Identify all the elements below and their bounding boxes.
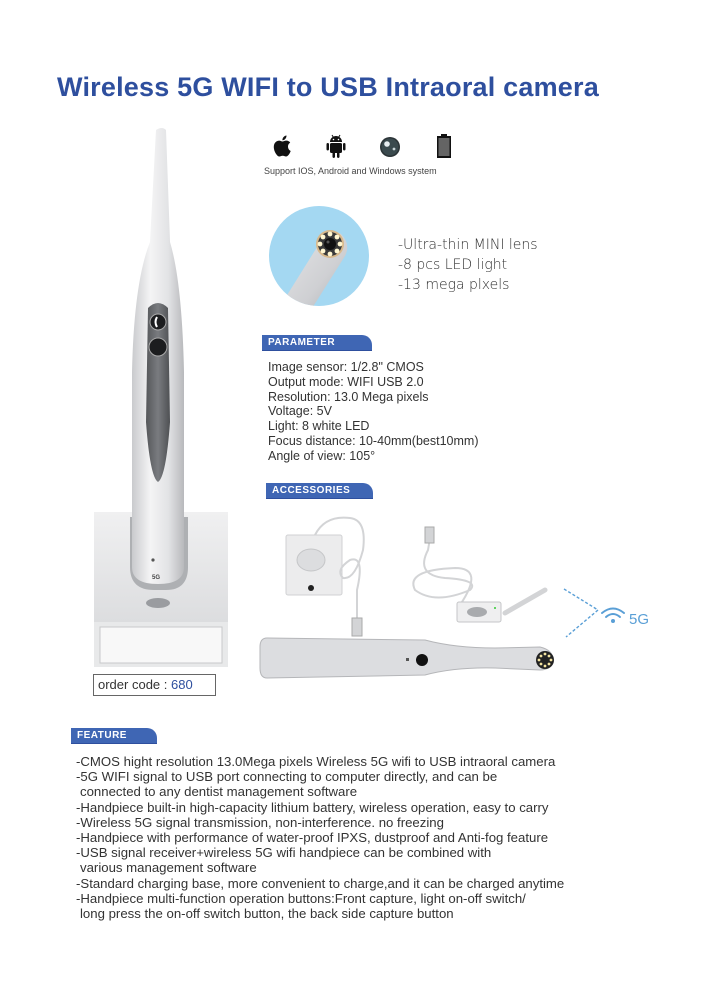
feature-item: -USB signal receiver+wireless 5G wifi handpiece can be combined with (76, 845, 492, 861)
accessories-header: ACCESSORIES (266, 483, 373, 499)
feature-item: -Standard charging base, more convenient to charge,and it can be charged anytime (76, 875, 565, 891)
feature-item: -Handpiece built-in high-capacity lithium battery, wireless operation, easy to carry (76, 799, 549, 815)
feature-item-continuation: long press the on-off switch button, the back side capture button (80, 906, 454, 922)
lens-feature-list (398, 235, 538, 295)
device-5g-label: 5G (152, 575, 161, 581)
parameter-item: Angle of view: 105° (268, 448, 376, 463)
feature-header: FEATURE (71, 728, 157, 744)
wifi-5g-callout (560, 585, 670, 655)
lens-feature-item: -8 pcs LED light (398, 257, 508, 273)
windows-icon (378, 133, 402, 159)
order-code-value: 680 (171, 677, 193, 692)
page-title: Wireless 5G WIFI to USB Intraoral camera (57, 72, 599, 102)
feature-item: -Handpiece multi-function operation buttons:Front capture, light on-off switch/ (76, 890, 526, 906)
parameter-header: PARAMETER (262, 335, 372, 351)
wifi-icon (602, 609, 624, 618)
feature-item: -CMOS hight resolution 13.0Mega pixels Wireless 5G wifi to USB intraoral camera (76, 754, 556, 769)
order-code-separator: : (160, 677, 171, 692)
parameter-item: Resolution: 13.0 Mega pixels (268, 389, 429, 404)
lens-feature-item: -13 mega plxels (398, 277, 510, 293)
wifi-5g-label: 5G (629, 611, 650, 628)
os-support-caption: Support IOS, Android and Windows system (264, 166, 437, 176)
feature-item: -Handpiece with performance of water-proof IPXS, dustproof and Anti-fog feature (76, 830, 549, 846)
feature-item: -Wireless 5G signal transmission, non-interference. no freezing (76, 814, 444, 830)
parameter-item: Focus distance: 10-40mm(best10mm) (268, 433, 479, 448)
feature-item-continuation: various management software (80, 860, 257, 876)
parameter-item: Light: 8 white LED (268, 419, 370, 434)
order-code-label: order code (98, 677, 161, 692)
lens-closeup-image (269, 206, 369, 306)
feature-item: -5G WIFI signal to USB port connecting to computer directly, and can be (76, 769, 498, 785)
parameter-item: Image sensor: 1/2.8" CMOS (268, 360, 424, 374)
camera-on-charging-base-image (92, 122, 232, 667)
os-support-icons (266, 133, 466, 163)
parameter-item: Voltage: 5V (268, 404, 332, 419)
android-icon (324, 133, 348, 159)
order-code-box (93, 674, 216, 696)
parameter-item: Output mode: WIFI USB 2.0 (268, 374, 424, 389)
lens-feature-item: -Ultra-thin MINI lens (398, 237, 538, 253)
battery-icon (432, 133, 456, 159)
accessories-image (255, 510, 565, 685)
apple-icon (272, 133, 296, 159)
feature-item-continuation: connected to any dentist management software (80, 784, 358, 800)
feature-list (76, 754, 564, 921)
parameter-list (268, 360, 479, 464)
